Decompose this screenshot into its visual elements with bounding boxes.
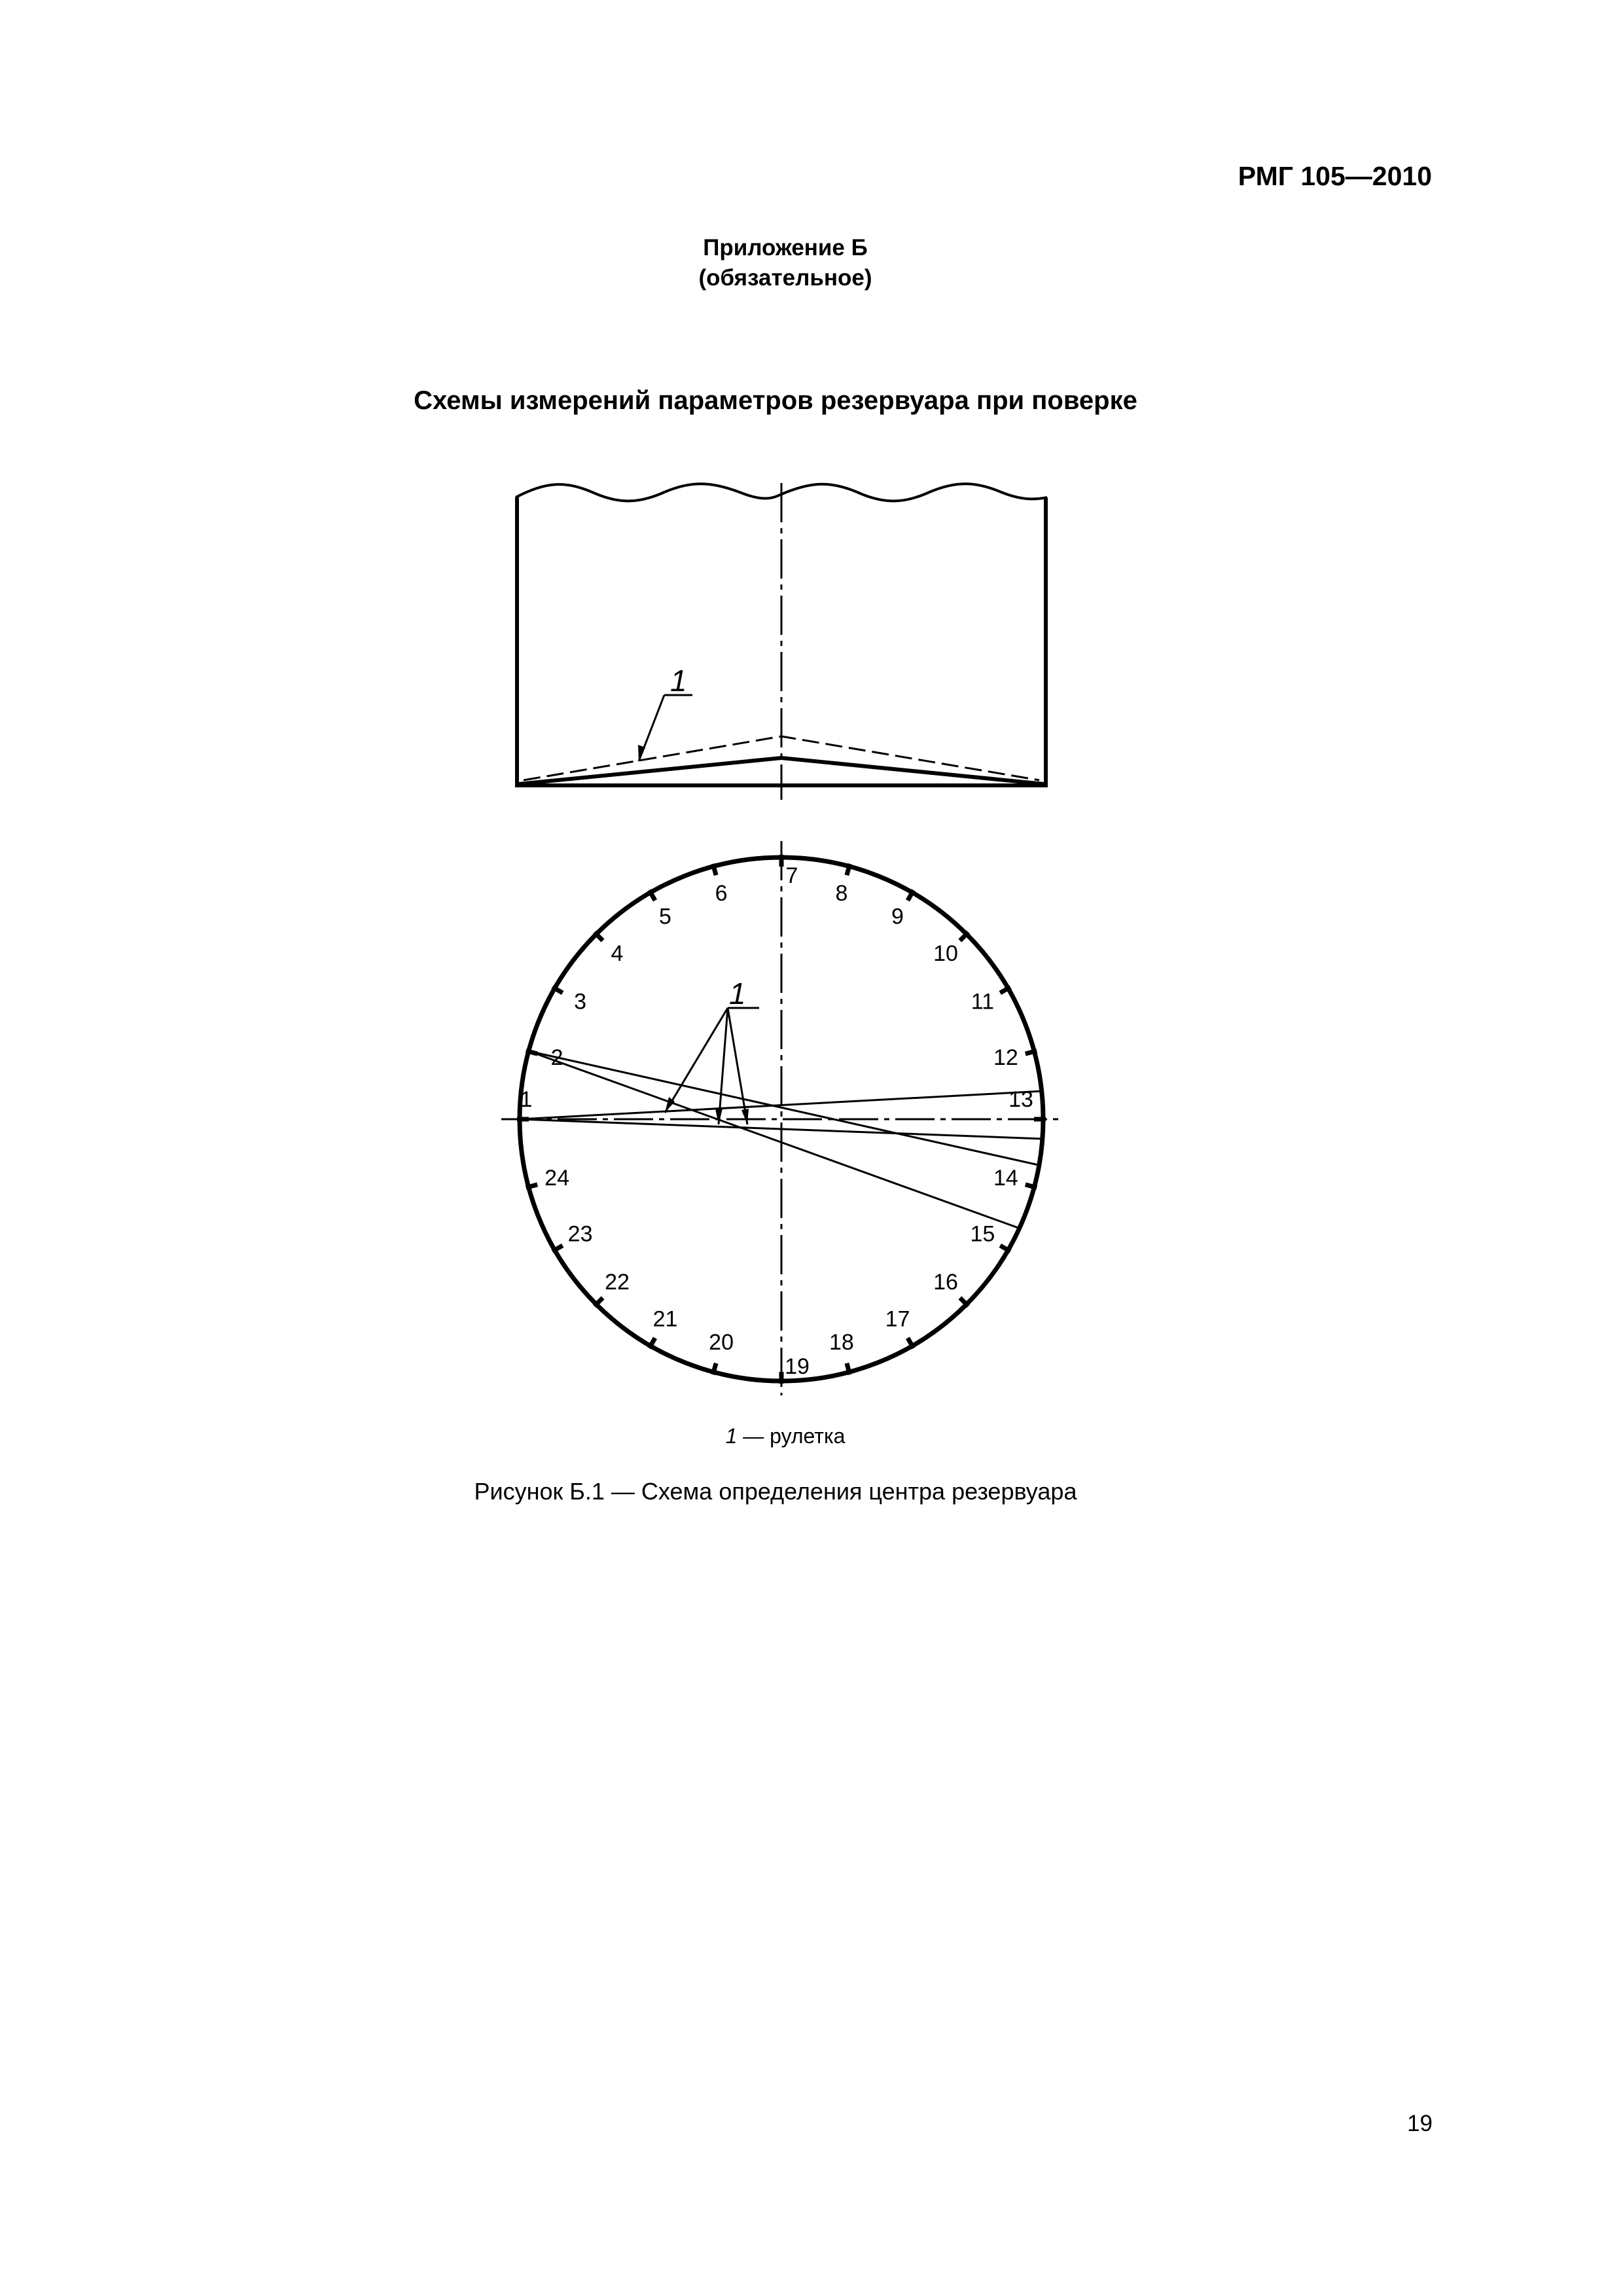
point-label-5: 5 [659, 904, 671, 929]
tank-side-view [515, 483, 1048, 800]
annex-status: (обязательное) [698, 265, 872, 291]
point-tick-6 [713, 864, 716, 875]
point-tick-22 [594, 1298, 603, 1306]
chord-2-15 [529, 1051, 1018, 1228]
point-label-1: 1 [520, 1086, 533, 1112]
chord-2-14 [529, 1051, 1039, 1165]
figure-caption: Рисунок Б.1 — Схема определения центра резервуара [474, 1478, 1077, 1505]
point-label-2: 2 [550, 1045, 563, 1071]
point-tick-12 [1026, 1050, 1037, 1054]
point-tick-24 [526, 1185, 537, 1188]
point-label-9: 9 [891, 904, 904, 929]
point-label-12: 12 [993, 1045, 1018, 1071]
point-label-6: 6 [715, 881, 728, 906]
point-label-4: 4 [611, 941, 624, 966]
tank-plan-view [501, 841, 1061, 1395]
legend-number: 1 [725, 1424, 738, 1448]
legend-text: — рулетка [737, 1424, 846, 1448]
point-tick-8 [847, 864, 850, 875]
point-label-13: 13 [1008, 1086, 1033, 1112]
point-tick-14 [1026, 1185, 1037, 1188]
callout-leader-plan-a [665, 1008, 728, 1113]
point-label-23: 23 [567, 1221, 593, 1247]
point-tick-10 [960, 932, 969, 941]
point-label-15: 15 [970, 1221, 995, 1247]
point-label-24: 24 [544, 1165, 570, 1191]
callout-leader-plan-b [719, 1008, 728, 1124]
point-label-20: 20 [709, 1329, 734, 1355]
point-tick-16 [960, 1298, 969, 1306]
point-label-16: 16 [933, 1269, 958, 1295]
point-label-8: 8 [835, 881, 848, 906]
figure-legend [0, 1424, 1571, 1448]
point-label-7: 7 [785, 863, 798, 888]
point-tick-18 [847, 1363, 850, 1374]
point-label-3: 3 [574, 989, 587, 1014]
page-number: 19 [1407, 2111, 1433, 2136]
point-tick-20 [713, 1363, 716, 1374]
callout-arrowhead-plan-b [715, 1109, 722, 1124]
callout-label-side: 1 [670, 664, 687, 698]
point-label-11: 11 [971, 989, 995, 1014]
annex-title: Приложение Б [703, 235, 868, 260]
point-label-17: 17 [885, 1306, 910, 1332]
point-label-10: 10 [933, 941, 958, 966]
point-label-21: 21 [652, 1306, 678, 1332]
point-tick-4 [594, 932, 603, 941]
point-label-14: 14 [993, 1165, 1018, 1191]
point-label-22: 22 [605, 1269, 630, 1295]
point-label-19: 19 [785, 1354, 810, 1379]
document-code: РМГ 105—2010 [1238, 161, 1432, 191]
section-title: Схемы измерений параметров резервуара при поверке [414, 386, 1137, 415]
point-tick-2 [526, 1050, 537, 1054]
point-label-18: 18 [829, 1329, 854, 1355]
callout-label-plan: 1 [729, 977, 746, 1011]
